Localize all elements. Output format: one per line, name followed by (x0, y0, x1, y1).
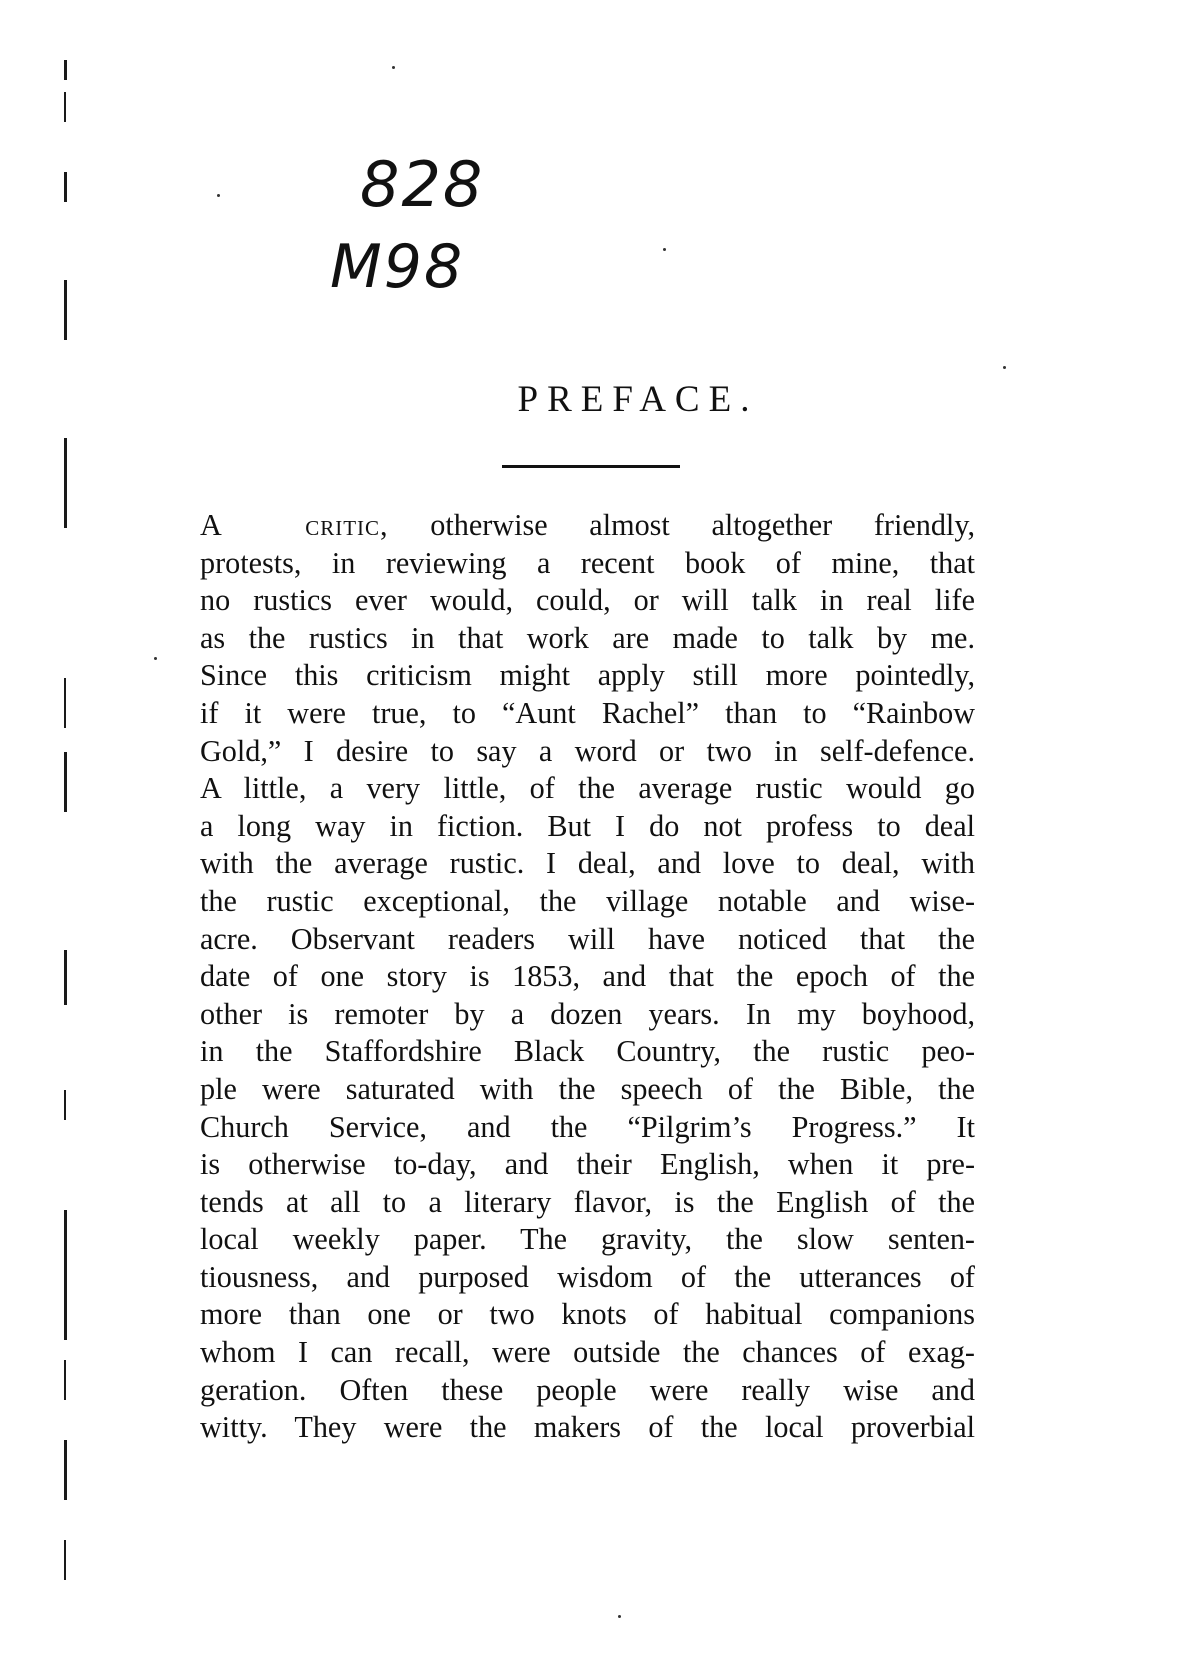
text-line: as the rustics in that work are made to talk by me. (200, 620, 975, 655)
first-word: critic, (305, 508, 389, 542)
text-line: ple were saturated with the speech of the Bible, the (200, 1071, 975, 1106)
preface-paragraph (200, 507, 975, 1447)
text-line: tiousness, and purposed wisdom of the utterances of (200, 1259, 975, 1294)
gutter-mark (64, 678, 66, 728)
text-line: other is remoter by a dozen years. In my boyhood, (200, 996, 975, 1031)
first-letter: A (200, 508, 222, 542)
gutter-mark (64, 1210, 67, 1340)
text-line: in the Staffordshire Black Country, the rustic peo- (200, 1034, 975, 1069)
text-line (200, 507, 975, 545)
speck (663, 248, 666, 251)
text-line: A little, a very little, of the average rustic would go (200, 771, 975, 806)
text-line: Since this criticism might apply still more pointedly, (200, 658, 975, 693)
text-line: protests, in reviewing a recent book of mine, that (200, 545, 975, 580)
text-line: geration. Often these people were really wise and (200, 1372, 975, 1407)
gutter-mark (64, 92, 66, 122)
gutter-mark (64, 1540, 66, 1580)
text-line: no rustics ever would, could, or will talk in real life (200, 583, 975, 618)
text-line: with the average rustic. I deal, and love to deal, with (200, 846, 975, 881)
page-title: PREFACE. (517, 379, 759, 420)
gutter-mark (64, 1360, 66, 1400)
text-line: a long way in fiction. But I do not profess to deal (200, 808, 975, 843)
text-line: whom I can recall, were outside the chances of exag- (200, 1335, 975, 1370)
text-line: the rustic exceptional, the village notable and wise- (200, 883, 975, 918)
speck (618, 1615, 621, 1618)
text-line: acre. Observant readers will have noticed that the (200, 921, 975, 956)
gutter-mark (64, 280, 67, 340)
first-line-rest: otherwise almost altogether friendly, (388, 508, 975, 542)
speck (154, 657, 157, 660)
text-line: if it were true, to “Aunt Rachel” than to “Rainbow (200, 695, 975, 730)
speck (392, 66, 395, 69)
gutter-mark (64, 172, 67, 202)
text-line: witty. They were the makers of the local proverbial (200, 1410, 975, 1445)
text-line: is otherwise to-day, and their English, when it pre- (200, 1147, 975, 1182)
text-line: local weekly paper. The gravity, the slow senten- (200, 1222, 975, 1257)
speck (217, 194, 220, 197)
gutter-mark (64, 438, 67, 528)
speck (1003, 366, 1006, 369)
gutter-mark (64, 752, 67, 812)
text-line: Church Service, and the “Pilgrim’s Progress.” It (200, 1109, 975, 1144)
text-line: more than one or two knots of habitual companions (200, 1297, 975, 1332)
text-line: date of one story is 1853, and that the epoch of the (200, 959, 975, 994)
text-line: tends at all to a literary flavor, is the English of the (200, 1184, 975, 1219)
handwritten-call-number-line1: 828 (360, 148, 485, 221)
gutter-mark (64, 1440, 67, 1500)
gutter-mark (64, 60, 67, 80)
text-line: Gold,” I desire to say a word or two in self-defence. (200, 733, 975, 768)
title-rule (502, 465, 680, 468)
gutter-mark (64, 950, 67, 1005)
gutter-mark (64, 1090, 66, 1120)
handwritten-call-number-line2: M98 (330, 232, 465, 302)
